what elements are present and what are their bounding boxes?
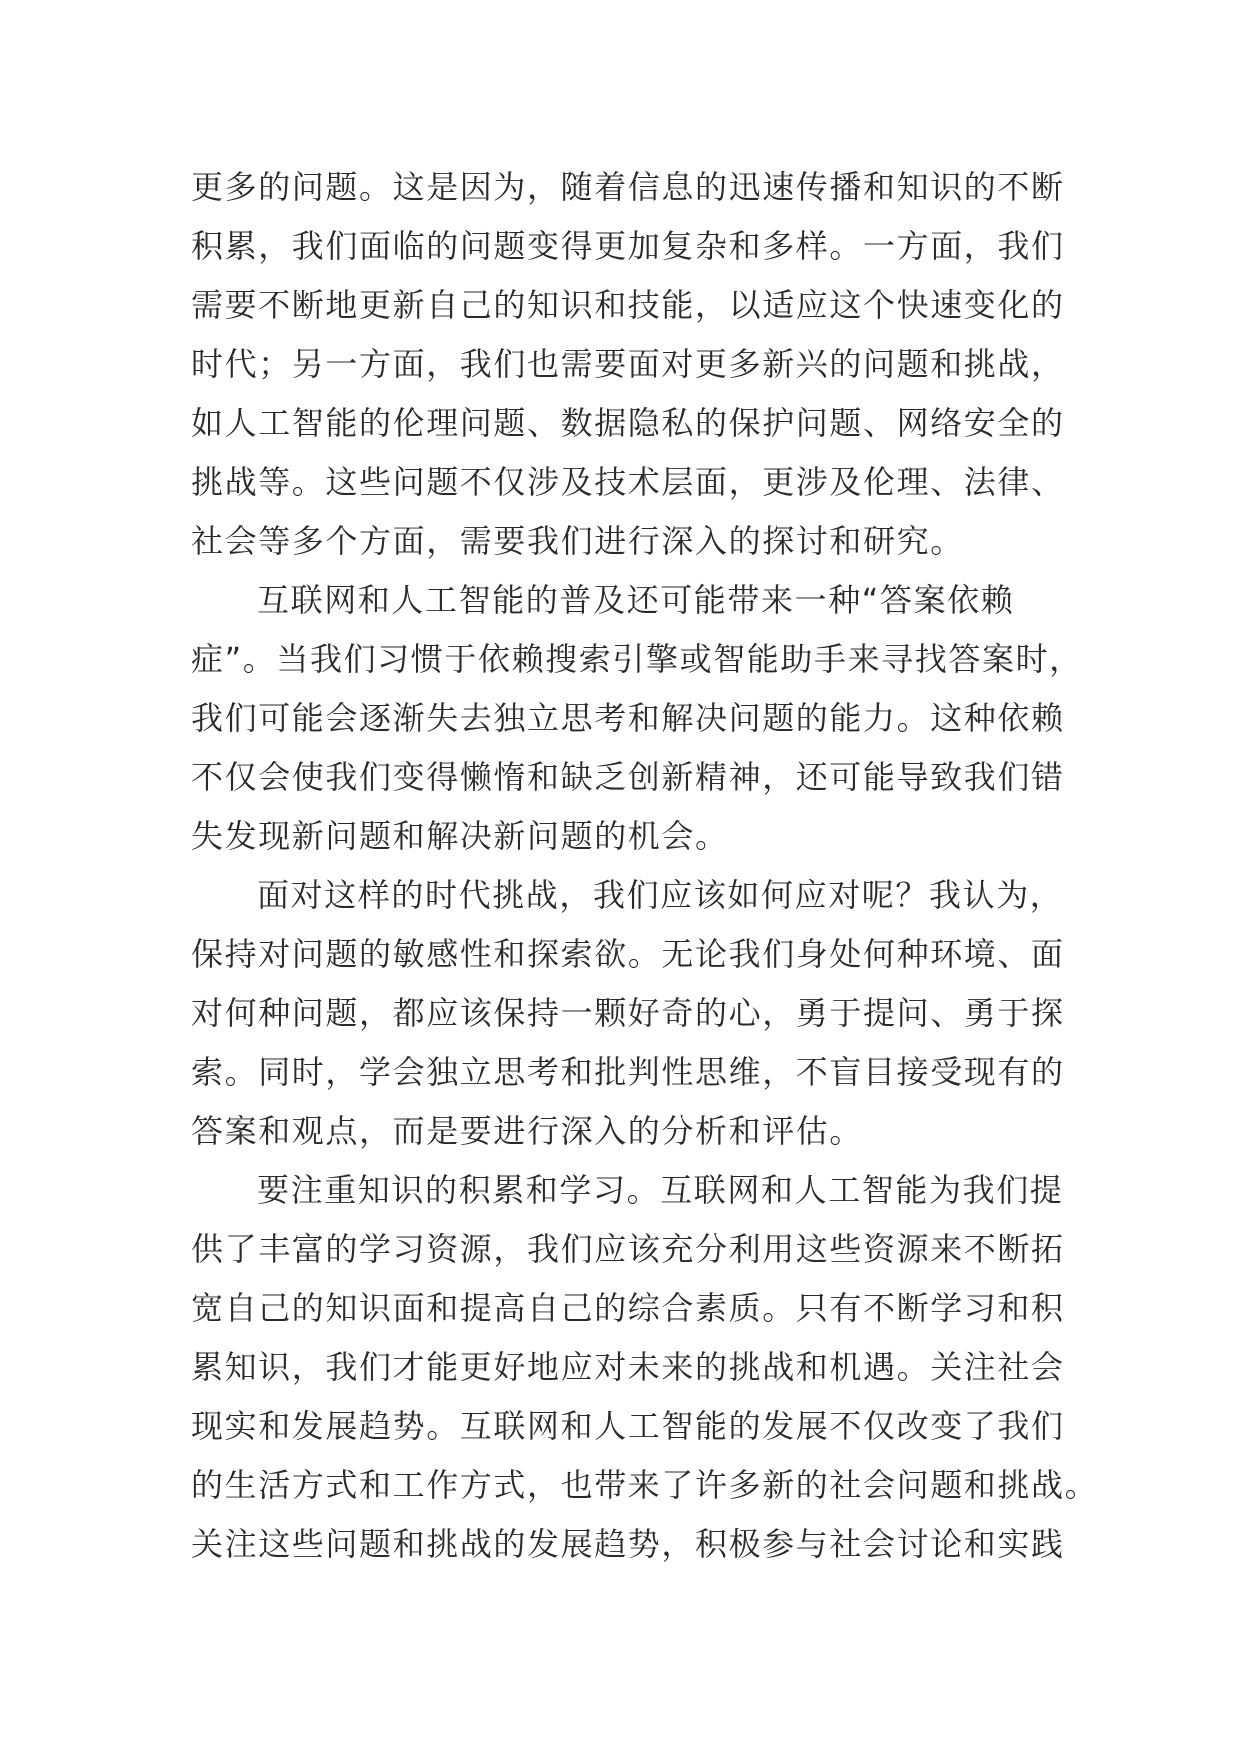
text-line: 索。同时，学会独立思考和批判性思维，不盲目接受现有的 (191, 1053, 1065, 1091)
text-line: 不仅会使我们变得懒惰和缺乏创新精神，还可能导致我们错 (191, 758, 1065, 796)
paragraph-first-line: 要注重知识的积累和学习。互联网和人工智能为我们提 (257, 1171, 1064, 1209)
text-line: 积累，我们面临的问题变得更加复杂和多样。一方面，我们 (191, 227, 1065, 265)
text-line: 现实和发展趋势。互联网和人工智能的发展不仅改变了我们 (191, 1407, 1065, 1445)
text-line: 挑战等。这些问题不仅涉及技术层面，更涉及伦理、法律、 (191, 463, 1065, 501)
text-line: 答案和观点，而是要进行深入的分析和评估。 (191, 1112, 864, 1150)
text-line: 保持对问题的敏感性和探索欲。无论我们身处何种环境、面 (191, 935, 1065, 973)
text-line: 时代；另一方面，我们也需要面对更多新兴的问题和挑战， (191, 345, 1065, 383)
text-line: 我们可能会逐渐失去独立思考和解决问题的能力。这种依赖 (191, 699, 1065, 737)
body-text (191, 158, 1099, 1574)
text-line: 需要不断地更新自己的知识和技能，以适应这个快速变化的 (191, 286, 1065, 324)
paragraph-first-line: 面对这样的时代挑战，我们应该如何应对呢？我认为， (257, 876, 1064, 914)
text-line: 供了丰富的学习资源，我们应该充分利用这些资源来不断拓 (191, 1230, 1065, 1268)
text-line: 症”。当我们习惯于依赖搜索引擎或智能助手来寻找答案时， (191, 640, 1083, 678)
text-line: 对何种问题，都应该保持一颗好奇的心，勇于提问、勇于探 (191, 994, 1065, 1032)
text-line: 更多的问题。这是因为，随着信息的迅速传播和知识的不断 (191, 168, 1065, 206)
text-line: 的生活方式和工作方式，也带来了许多新的社会问题和挑战。 (191, 1466, 1099, 1504)
text-line: 如人工智能的伦理问题、数据隐私的保护问题、网络安全的 (191, 404, 1065, 442)
text-line: 关注这些问题和挑战的发展趋势，积极参与社会讨论和实践 (191, 1525, 1065, 1563)
text-line: 失发现新问题和解决新问题的机会。 (191, 817, 729, 855)
text-line: 社会等多个方面，需要我们进行深入的探讨和研究。 (191, 522, 964, 560)
text-line: 累知识，我们才能更好地应对未来的挑战和机遇。关注社会 (191, 1348, 1065, 1386)
text-line: 宽自己的知识面和提高自己的综合素质。只有不断学习和积 (191, 1289, 1065, 1327)
paragraph-first-line: 互联网和人工智能的普及还可能带来一种“答案依赖 (257, 581, 1015, 619)
